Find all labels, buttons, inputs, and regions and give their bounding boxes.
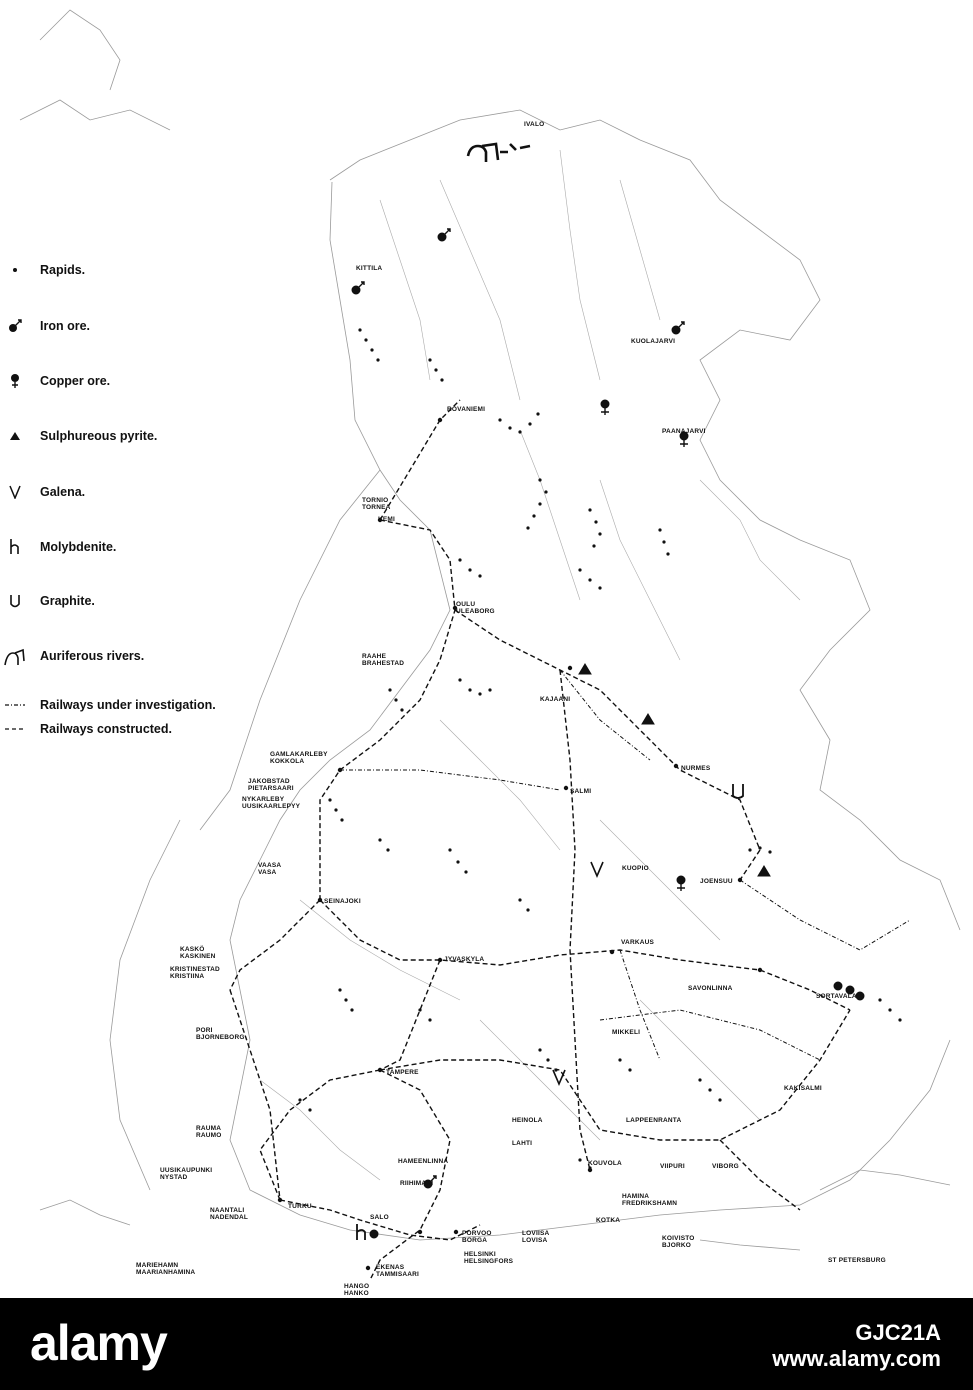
place-label: BJORNEBORG [196,1034,245,1041]
place-label: HELSINKI [464,1251,496,1258]
legend-label: Sulphureous pyrite. [40,429,158,443]
place-label: NYSTAD [160,1174,188,1181]
place-label-pair [362,653,404,667]
galena-v-icon [0,485,30,499]
place-label: KUOLAJARVI [631,338,676,345]
rapids-dots [298,328,901,1169]
place-label-pair [160,1167,212,1181]
place-label-pair [242,796,300,810]
legend-item-copper-ore [0,369,110,393]
legend-label: Rapids. [40,263,86,277]
iron-ore-marker [672,322,684,334]
place-label-pair [196,1027,245,1041]
place-label: BORGA [462,1237,488,1244]
dash-dot-line-icon [0,702,30,708]
place-label: NAANTALI [210,1207,245,1214]
place-label-pair [196,1125,222,1139]
place-label: BRAHESTAD [362,660,405,667]
triangle-icon [0,431,30,441]
place-label: IVALO [524,121,545,128]
place-label: LOVIISA [522,1230,550,1237]
place-label: KAKISALMI [784,1085,822,1092]
image-id: GJC21A [855,1320,941,1345]
place-label: KUOPIO [622,865,649,872]
place-label-pair [210,1207,248,1221]
graphite-marker [733,784,743,798]
legend-item-iron-ore [0,314,90,338]
site-url[interactable]: www.alamy.com [772,1346,941,1371]
place-label-pair [376,1264,419,1278]
place-label: SORTAVALA [816,993,857,1000]
molybdenite-marker [357,1224,378,1240]
legend-label: Galena. [40,485,86,499]
place-label-pair [464,1251,513,1265]
place-label: TORNEA [362,504,391,511]
legend-label: Molybdenite. [40,540,117,554]
place-label: HELSINGFORS [464,1258,514,1265]
place-label: SALO [370,1214,389,1221]
place-label: EKENAS [376,1264,405,1271]
place-label: PORVOO [462,1230,492,1237]
galena-marker [553,1070,565,1084]
auriferous-river-marker [468,144,530,162]
place-label-pair [462,1230,492,1244]
place-label: HAMINA [622,1193,650,1200]
pyrite-marker [642,714,654,724]
place-label: SAVONLINNA [688,985,733,992]
place-label-pair [170,966,220,980]
place-label: TORNIO [362,497,389,504]
place-label: VAASA [258,862,282,869]
place-label-pair [270,751,328,765]
place-label: LAHTI [512,1140,533,1147]
place-label: TAMMISAARI [376,1271,420,1278]
place-label: LOVISA [522,1237,548,1244]
place-label: NADENDAL [210,1214,249,1221]
place-label: VASA [258,869,277,876]
place-label: KOKKOLA [270,758,305,765]
legend-item-railways-constructed [0,717,172,741]
place-label: HEINOLA [512,1117,543,1124]
place-label-pair [180,946,216,960]
mineral-markers [352,144,864,1240]
legend-label: Graphite. [40,594,95,608]
legend-item-molybdenite [0,535,116,559]
place-label: PIETARSAARI [248,785,294,792]
place-label: JYVASKYLA [444,956,485,963]
place-label: KEMI [378,516,396,523]
place-label-pair [456,601,495,615]
place-label-pair [522,1230,549,1244]
place-label: KOUVOLA [588,1160,622,1167]
dashed-line-icon [0,726,30,732]
place-label: KITTILA [356,265,383,272]
legend-item-galena [0,480,85,504]
place-label: SALMI [570,788,592,795]
place-label: MIKKELI [612,1029,641,1036]
place-label: ST PETERSBURG [828,1257,886,1264]
copper-ore-marker [601,400,609,415]
legend-label: Copper ore. [40,374,111,388]
legend-label: Iron ore. [40,319,91,333]
place-label: OULU [456,601,476,608]
place-label: PORI [196,1027,213,1034]
railways-constructed [230,400,850,1280]
place-label: RIIHIMAKI [400,1180,434,1187]
legend-item-rapids [0,258,85,282]
molybdenite-h-icon [0,539,30,555]
copper-ore-marker [677,876,685,891]
rapids-dot-icon [0,267,30,273]
place-label: VIBORG [712,1163,739,1170]
legend-item-auriferous [0,644,144,668]
place-label: RAUMA [196,1125,222,1132]
place-label: RAUMO [196,1132,222,1139]
place-label-pair [362,497,391,511]
place-label: JAKOBSTAD [248,778,290,785]
place-label-pair [248,778,294,792]
place-label-pair [622,1193,677,1207]
alamy-logo: alamy [30,1315,167,1371]
auriferous-river-icon [0,645,30,667]
place-label: LAPPEENRANTA [626,1117,682,1124]
coastline-and-borders [20,10,960,1250]
place-label: HANGO [344,1283,370,1290]
place-label: VIIPURI [660,1163,685,1170]
place-label: FREDRIKSHAMN [622,1200,678,1207]
legend-label: Auriferous rivers. [40,649,145,663]
place-label: TURKU [288,1203,312,1210]
place-label: KASKINEN [180,953,216,960]
place-label: HANKO [344,1290,369,1297]
place-label-pair [136,1262,195,1276]
place-label: KRISTIINA [170,973,205,980]
graphite-u-icon [0,594,30,608]
place-label: JOENSUU [700,878,733,885]
footer-bar [0,1298,973,1390]
pyrite-marker [579,664,591,674]
place-label: UUSIKAUPUNKI [160,1167,213,1174]
galena-marker [591,862,603,876]
image-reference [772,1320,941,1372]
place-label: PAANAJARVI [662,428,706,435]
pyrite-marker [758,866,770,876]
place-label: NYKARLEBY [242,796,285,803]
place-label: GAMLAKARLEBY [270,751,328,758]
place-label: VARKAUS [621,939,655,946]
place-label: MAARIANHAMINA [136,1269,196,1276]
copper-ore-icon [0,373,30,389]
place-label: RAAHE [362,653,387,660]
place-label: KASKÖ [180,946,205,953]
legend-item-pyrite [0,424,157,448]
legend-label: Railways constructed. [40,722,172,736]
place-label: SEINAJOKI [324,898,361,905]
legend-item-graphite [0,589,95,613]
place-label: MARIEHAMN [136,1262,179,1269]
place-label-pair [662,1235,695,1249]
place-label: KOIVISTO [662,1235,695,1242]
place-label: UUSIKAARLEPYY [242,803,301,810]
iron-ore-marker [438,229,450,241]
place-label-pair [258,862,281,876]
place-label: BJORKO [662,1242,692,1249]
place-label: HAMEENLINNA [398,1158,449,1165]
place-label: ROVANIEMI [447,406,486,413]
place-label: KAJAANI [540,696,571,703]
place-label: KRISTINESTAD [170,966,220,973]
place-label: ULEABORG [456,608,495,615]
legend-item-railways-investigation [0,693,216,717]
iron-ore-icon [0,318,30,334]
iron-ore-marker [352,282,364,294]
legend-label: Railways under investigation. [40,698,216,712]
place-label: KOTKA [596,1217,621,1224]
place-label: TAMPERE [386,1069,419,1076]
place-label: NURMES [681,765,711,772]
place-label-pair [344,1283,369,1297]
